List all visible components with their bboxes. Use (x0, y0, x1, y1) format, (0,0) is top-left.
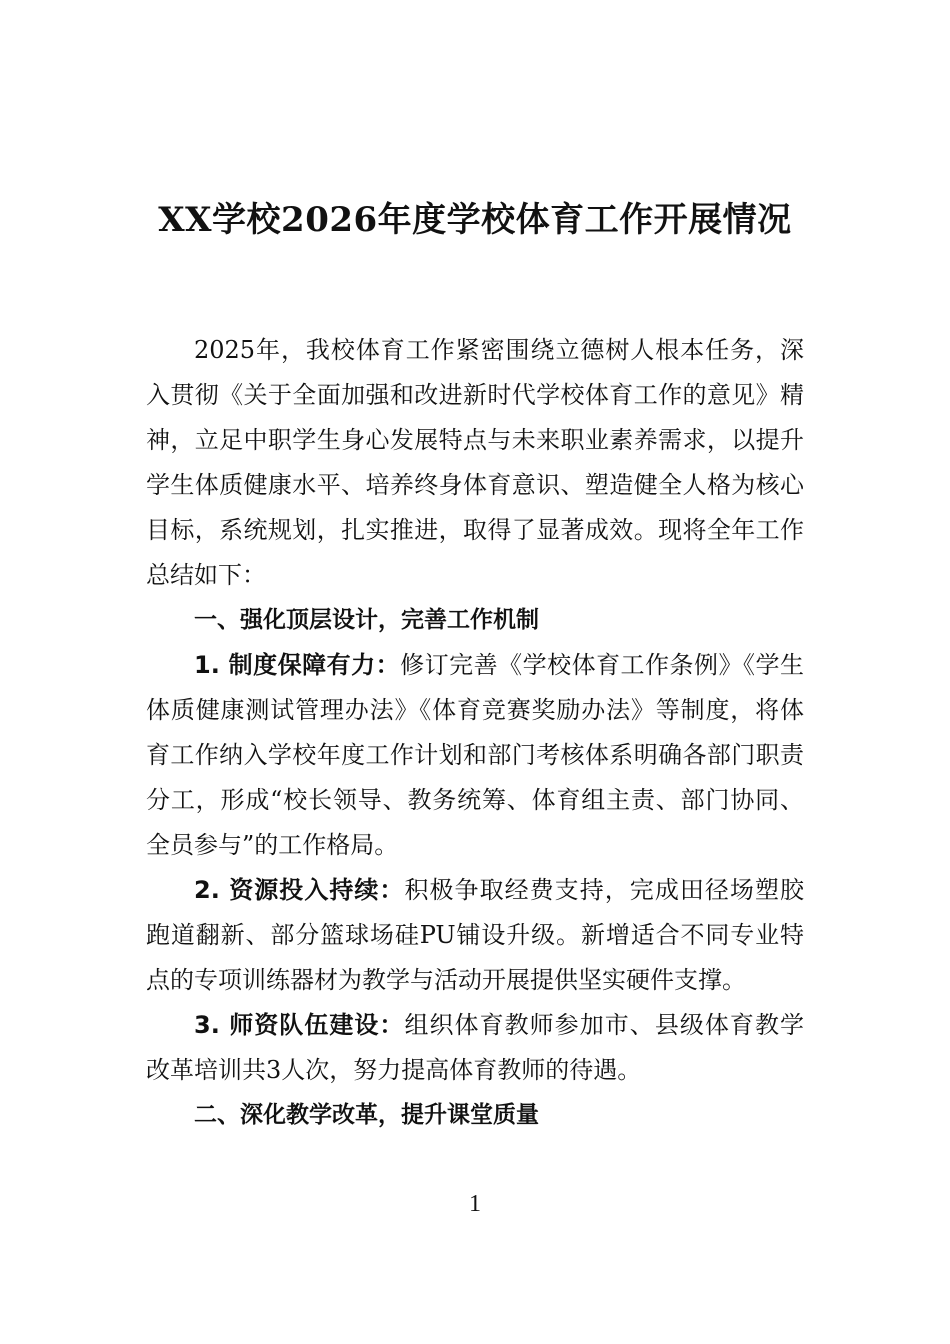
item-text: 修订完善《学校体育工作条例》《学生体质健康测试管理办法》《体育竞赛奖励办法》等制度，将体育工作纳入学校年度工作计划和部门考核体系明确各部门职责分工，形成“校长领导、教务统筹、体育组主责、部门协同、全员参与”的工作格局。 (146, 651, 805, 859)
item-lead: 3. 师资队伍建设： (194, 1011, 405, 1039)
section1-item-1 (146, 643, 804, 868)
document-body (146, 328, 804, 1138)
intro-paragraph: 2025年，我校体育工作紧密围绕立德树人根本任务，深入贯彻《关于全面加强和改进新时代学校体育工作的意见》精神，立足中职学生身心发展特点与未来职业素养需求，以提升学生体质健康水平、培养终身体育意识、塑造健全人格为核心目标，系统规划，扎实推进，取得了显著成效。现将全年工作总结如下： (146, 336, 804, 589)
item-text: 组织体育教师参加市、县级体育教学改革培训共3人次，努力提高体育教师的待遇。 (146, 1011, 805, 1084)
document-title: XX学校2026年度学校体育工作开展情况 (158, 200, 792, 240)
item-lead: 2. 资源投入持续： (194, 876, 405, 904)
item-lead: 1. 制度保障有力： (194, 651, 401, 679)
section-heading-2: 二、深化教学改革，提升课堂质量 (194, 1102, 539, 1128)
section1-item-2 (146, 868, 804, 1003)
item-text: 积极争取经费支持，完成田径场塑胶跑道翻新、部分篮球场硅PU铺设升级。新增适合不同专业特点的专项训练器材为教学与活动开展提供坚实硬件支撑。 (146, 876, 805, 994)
section1-item-3 (146, 1003, 804, 1093)
section-heading-1: 一、强化顶层设计，完善工作机制 (194, 607, 539, 633)
page-number: 1 (469, 1191, 481, 1217)
